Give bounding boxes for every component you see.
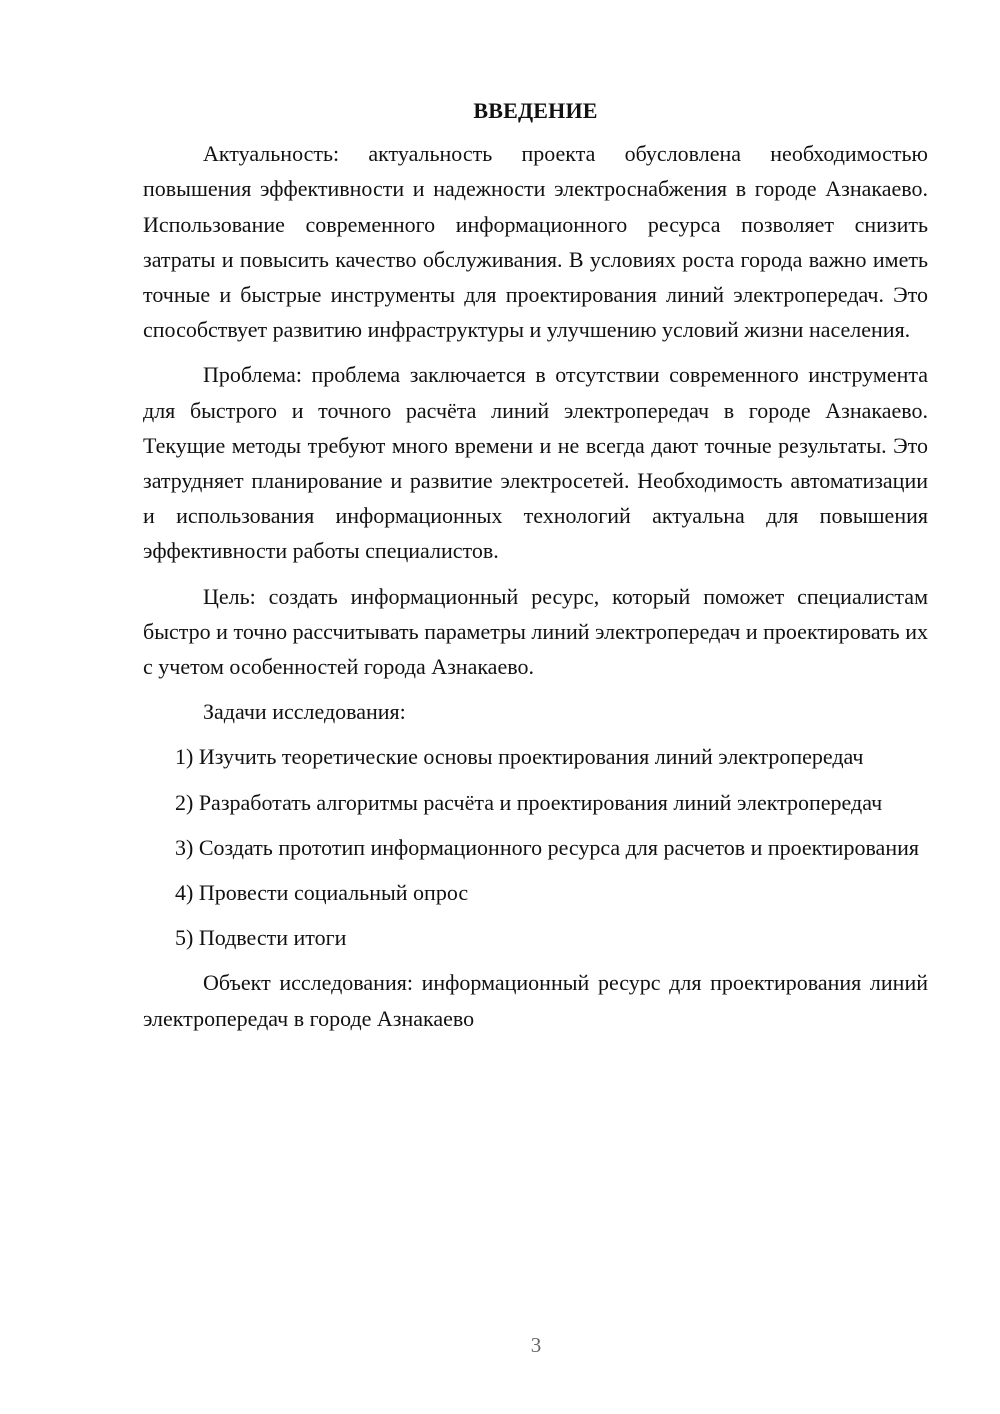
page-content (143, 93, 928, 1046)
task-item-4: 4) Провести социальный опрос (175, 880, 469, 906)
object-paragraph: Объект исследования: информационный ресурс для проектирования линий электропередач в городе Азнакаево (143, 970, 928, 1031)
section-heading: ВВЕДЕНИЕ (473, 98, 598, 123)
task-item-1: 1) Изучить теоретические основы проектирования линий электропередач (175, 744, 864, 770)
task-item-3: 3) Создать прототип информационного ресурса для расчетов и проектирования (175, 834, 919, 860)
relevance-paragraph: Актуальность: актуальность проекта обусловлена необходимостью повышения эффективности и надежности электроснабжения в городе Азнакаево. Использование современного информационного ресурса позволяет снизить затраты и повысить качество обслуживания. В условиях роста города важно иметь точные и быстрые инструменты для проектирования линий электропередач. Это способствует развитию инфраструктуры и улучшению условий жизни населения. (143, 141, 928, 343)
task-item-2: 2) Разработать алгоритмы расчёта и проектирования линий электропередач (175, 789, 883, 815)
tasks-heading: Задачи исследования: (203, 699, 406, 725)
goal-paragraph: Цель: создать информационный ресурс, который поможет специалистам быстро и точно рассчитывать параметры линий электропередач и проектировать их с учетом особенностей города Азнакаево. (143, 583, 928, 680)
task-item-5: 5) Подвести итоги (175, 925, 347, 951)
page-number: 3 (530, 1333, 542, 1357)
problem-paragraph: Проблема: проблема заключается в отсутствии современного инструмента для быстрого и точного расчёта линий электропередач в городе Азнакаево. Текущие методы требуют много времени и не всегда дают точные результаты. Это затрудняет планирование и развитие электросетей. Необходимость автоматизации и использования информационных технологий актуальна для повышения эффективности работы специалистов. (143, 362, 928, 564)
